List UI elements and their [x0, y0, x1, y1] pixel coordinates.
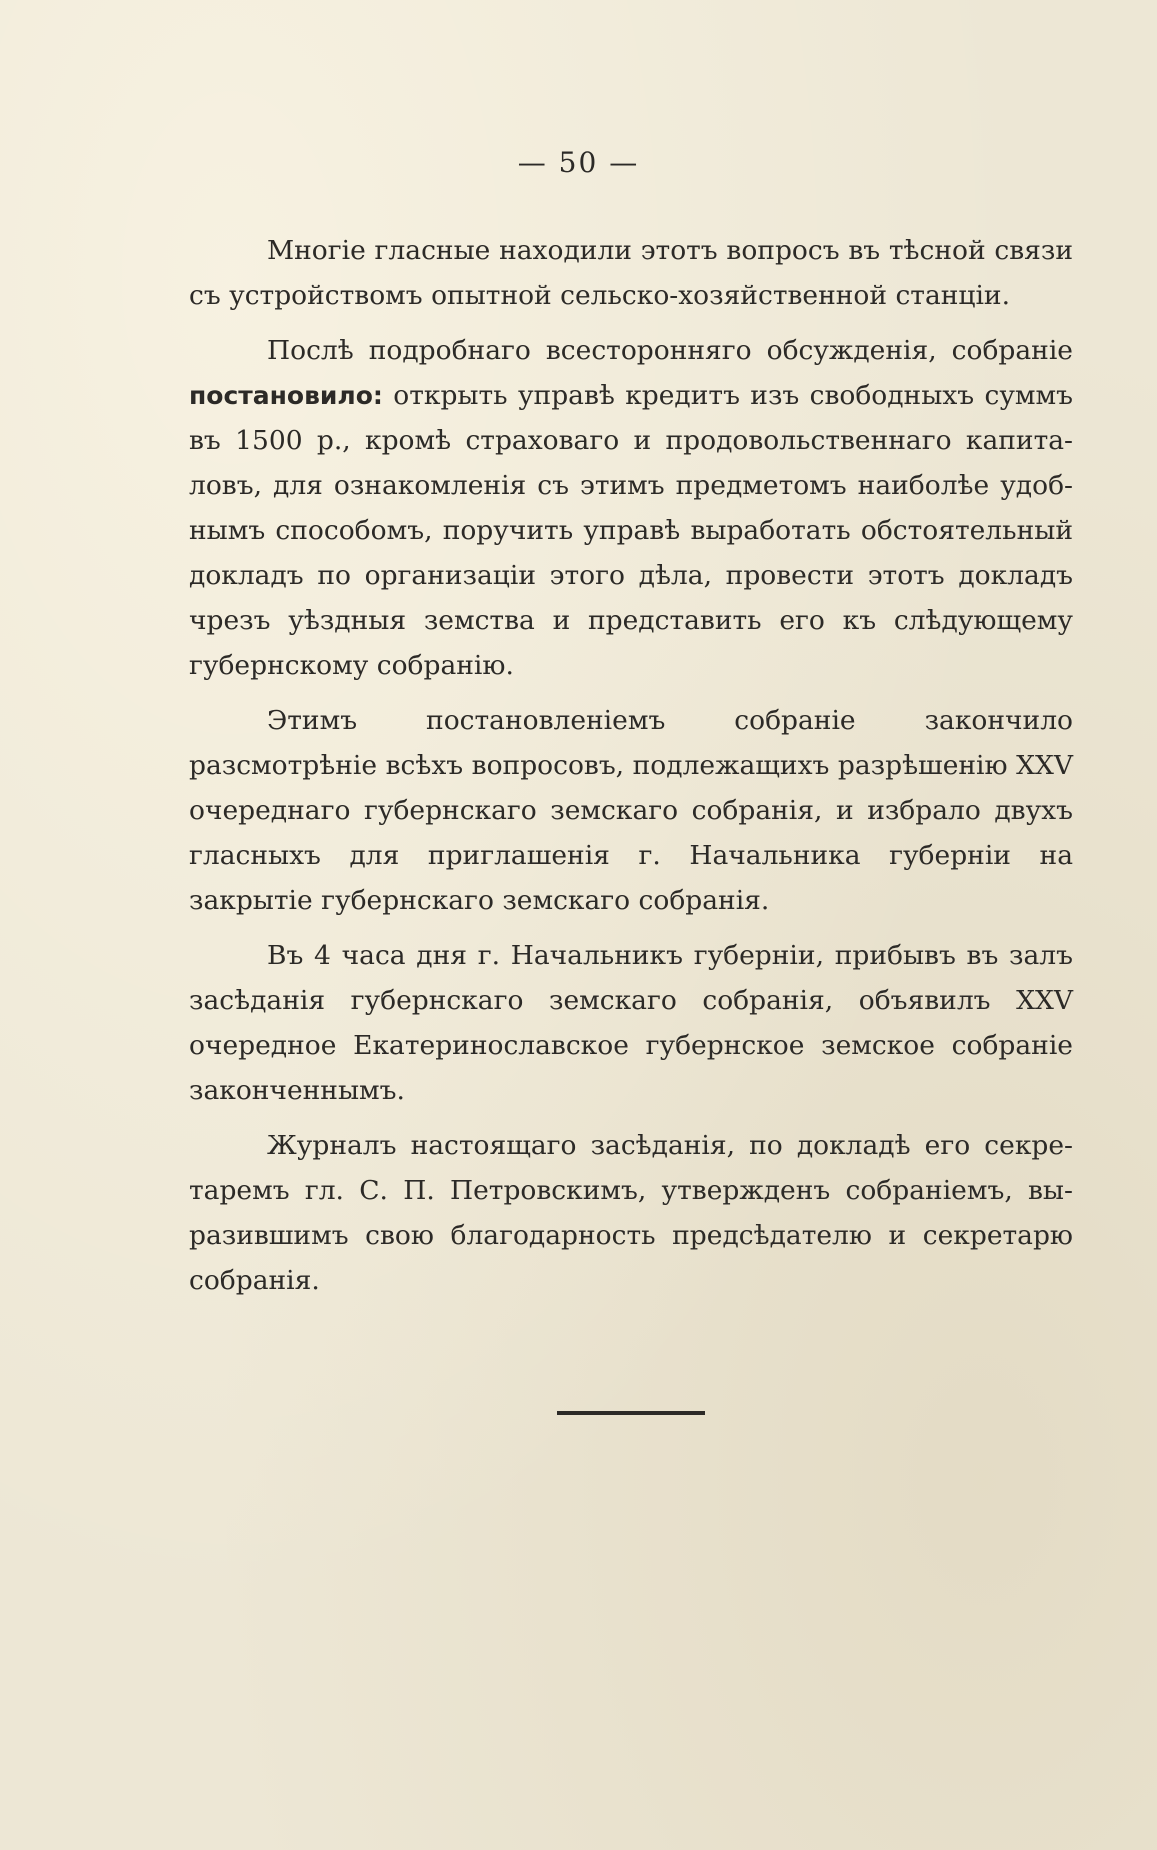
- paragraph-5: [189, 1123, 1073, 1303]
- paragraph-4-text: Въ 4 часа дня г. Начальникъ губерніи, прибывъ въ залъ засѣданія губернскаго земскаго собранія, объявилъ XXV очередное Екатеринославское губернское земское собраніе законченнымъ.: [189, 940, 1073, 1106]
- paragraph-4: [189, 933, 1073, 1113]
- paragraph-2: [189, 328, 1073, 688]
- closing-rule: [557, 1411, 705, 1415]
- body-text: [189, 228, 1073, 1303]
- paragraph-2-text: открыть управѣ кредитъ изъ свободныхъ суммъ въ 1500 р., кромѣ страховаго и продовольственнаго капиталовъ, для ознакомленія съ этимъ предметомъ наиболѣе удобнымъ способомъ, поручить управѣ выработать обстоятельный докладъ по организаціи этого дѣла, провести этотъ докладъ чрезъ уѣздныя земства и представить его къ слѣдующему губернскому собранію.: [189, 380, 1073, 681]
- paragraph-1-text: Многіе гласные находили этотъ вопросъ въ тѣсной связи съ устройствомъ опытной сельско-хозяйственной станціи.: [189, 235, 1073, 311]
- page-number: — 50 —: [517, 146, 640, 179]
- paragraph-3-text: Этимъ постановленіемъ собраніе закончило разсмотрѣніе всѣхъ вопросовъ, подлежащихъ разрѣшенію XXV очереднаго губернскаго земскаго собранія, и избрало двухъ гласныхъ для приглашенія г. Начальника губерніи на закрытіе губернскаго земскаго собранія.: [189, 705, 1073, 916]
- resolution-keyword: постановило:: [189, 381, 383, 410]
- paragraph-3: [189, 698, 1073, 923]
- paragraph-5-text: Журналъ настоящаго засѣданія, по докладѣ его секретаремъ гл. С. П. Петровскимъ, утвержденъ собраніемъ, выразившимъ свою благодарность предсѣдателю и секретарю собранія.: [189, 1130, 1073, 1296]
- paragraph-2-lead: Послѣ подробнаго всесторонняго обсужденія, собраніе: [267, 335, 1073, 366]
- paragraph-1: [189, 228, 1073, 318]
